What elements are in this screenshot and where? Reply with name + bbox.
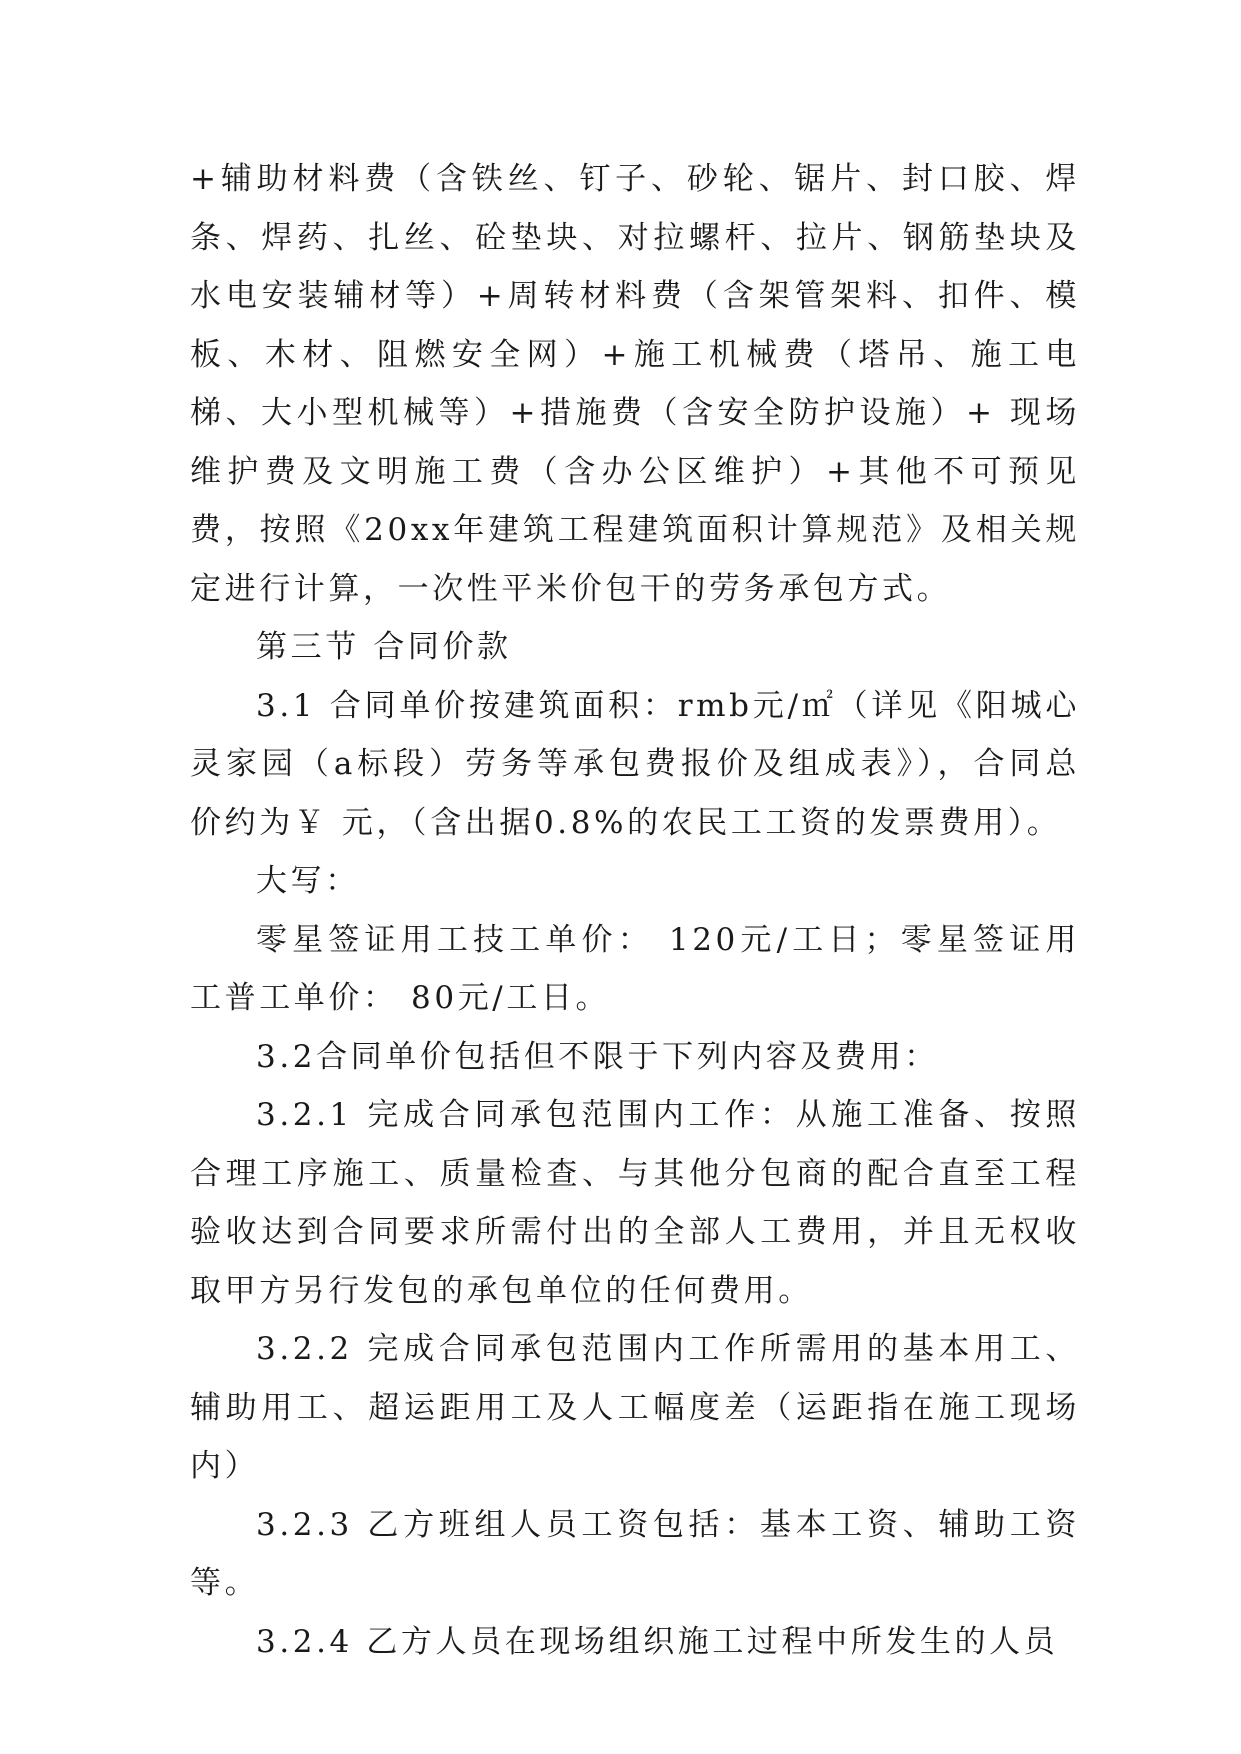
clause-3-2-1: 3.2.1 完成合同承包范围内工作：从施工准备、按照合理工序施工、质量检查、与其他分包商的配合直至工程验收达到合同要求所需付出的全部人工费用，并且无权收取甲方另行发包的承包单位的任何费用。	[190, 1097, 1080, 1309]
paragraph-day-labor-rates: 零星签证用工技工单价： 120元/工日；零星签证用工普工单价： 80元/工日。	[190, 921, 1080, 1016]
paragraph-amount-in-words: 大写：	[256, 863, 360, 899]
clause-3-2-4: 3.2.4 乙方人员在现场组织施工过程中所发生的人员	[256, 1623, 1059, 1660]
document-body	[190, 150, 1080, 1671]
clause-3-2-3: 3.2.3 乙方班组人员工资包括：基本工资、辅助工资等。	[190, 1506, 1080, 1601]
clause-3-2: 3.2合同单价包括但不限于下列内容及费用：	[256, 1038, 939, 1075]
section-heading-contract-price: 第三节 合同价款	[256, 629, 512, 665]
clause-3-1: 3.1 合同单价按建筑面积：rmb元/㎡（详见《阳城心灵家园（a标段）劳务等承包费报价及组成表》），合同总价约为￥ 元，（含出据0.8%的农民工工资的发票费用）。	[190, 687, 1080, 841]
paragraph-material-costs: +辅助材料费（含铁丝、钉子、砂轮、锯片、封口胶、焊条、焊药、扎丝、砼垫块、对拉螺杆、拉片、钢筋垫块及水电安装辅材等）+周转材料费（含架管架料、扣件、模板、木材、阻燃安全网）+施工机械费（塔吊、施工电梯、大小型机械等）+措施费（含安全防护设施）+ 现场维护费及文明施工费（含办公区维护）+其他不可预见费，按照《20xx年建筑工程建筑面积计算规范》及相关规定进行计算，一次性平米价包干的劳务承包方式。	[190, 161, 1080, 607]
clause-3-2-2: 3.2.2 完成合同承包范围内工作所需用的基本用工、辅助用工、超运距用工及人工幅度差（运距指在施工现场内）	[190, 1331, 1080, 1484]
